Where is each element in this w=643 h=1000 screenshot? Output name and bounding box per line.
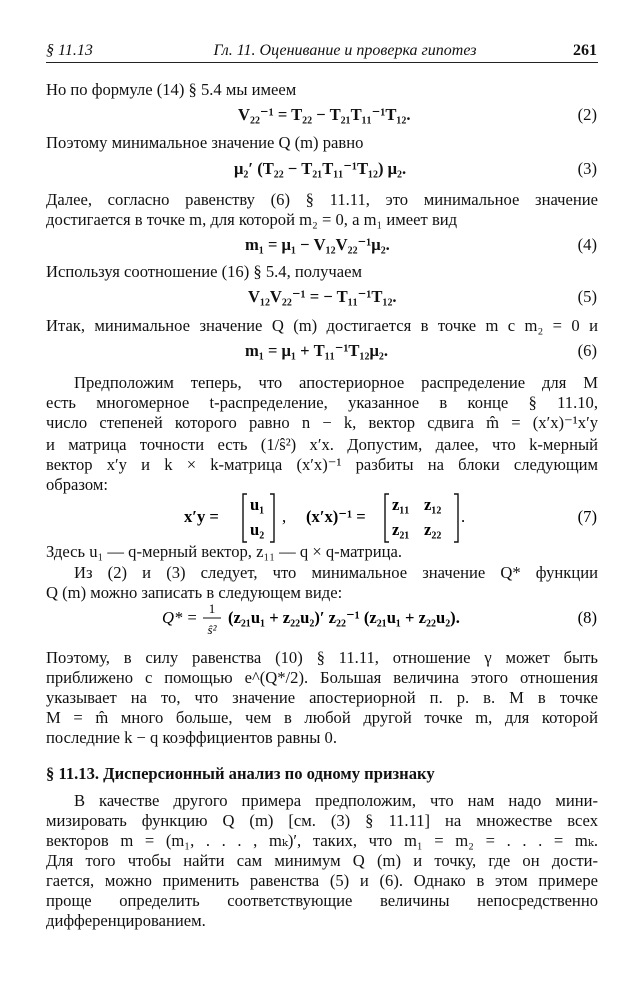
page-number: 261 bbox=[573, 42, 597, 59]
text-line: мизировать функцию Q (m) [см. (3) § 11.11] на множестве всех bbox=[46, 811, 598, 830]
equation-number: (6) bbox=[577, 341, 597, 360]
text-line: приближено с помощью e^(Q*/2). Большая величина этого отношения bbox=[46, 668, 598, 687]
text-line: Из (2) и (3) следует, что минимальное значение Q* функции bbox=[74, 563, 598, 582]
text-line: Здесь u₁ — q-мерный вектор, z₁₁ — q × q-матрица. bbox=[46, 542, 403, 561]
text-line: дифференцированием. bbox=[46, 911, 206, 930]
text-line: и матрица точности есть (1/ŝ²) x′x. Допустим, далее, что k-мерный bbox=[46, 435, 598, 454]
text-line: вектор x′y и k × k-матрица (x′x)⁻¹ разбиты на блоки следующим bbox=[46, 455, 598, 474]
running-section: § 11.13 bbox=[46, 42, 93, 59]
equation-number: (2) bbox=[577, 105, 597, 124]
eq7-period: . bbox=[461, 507, 466, 526]
text-line: указывает на то, что значение апостериорной п. р. в. M в точке bbox=[46, 688, 598, 707]
eq7-z11: z₁₁ bbox=[392, 495, 410, 514]
text-line: образом: bbox=[46, 475, 108, 494]
text-line: Итак, минимальное значение Q (m) достигается в точке m с m₂ = 0 и bbox=[46, 316, 598, 335]
display-equation: V₁₂V₂₂⁻¹ = − T₁₁⁻¹T₁₂. bbox=[248, 287, 397, 306]
eq7-comma: , bbox=[282, 507, 287, 526]
text-line: Q (m) можно записать в следующем виде: bbox=[46, 583, 343, 602]
equation-number: (4) bbox=[577, 235, 597, 254]
section-heading: § 11.13. Дисперсионный анализ по одному признаку bbox=[46, 764, 435, 783]
equation-7 bbox=[0, 488, 643, 548]
eq7-z22: z₂₂ bbox=[424, 520, 442, 539]
eq7-u2: u₂ bbox=[250, 520, 265, 539]
eq7-bracket bbox=[243, 494, 247, 542]
text-line: гается, можно применить равенства (5) и (6). Однако в этом примере bbox=[46, 871, 598, 890]
text-line: В качестве другого примера предположим, что нам надо мини- bbox=[74, 791, 598, 810]
eq7-bracket bbox=[270, 494, 274, 542]
text-line: Предположим теперь, что апостериорное распределение для M bbox=[74, 373, 598, 392]
equation-number: (3) bbox=[577, 159, 597, 178]
text-line: Поэтому, в силу равенства (10) § 11.11, отношение γ может быть bbox=[46, 648, 598, 667]
eq7-bracket bbox=[454, 494, 458, 542]
eq7-lhs2: (x′x)⁻¹ = bbox=[306, 507, 366, 526]
eq7-lhs1: x′y = bbox=[184, 507, 219, 526]
eq8-frac-denominator: ŝ² bbox=[207, 622, 217, 637]
display-equation: V₂₂⁻¹ = T₂₂ − T₂₁T₁₁⁻¹T₁₂. bbox=[238, 105, 411, 124]
text-line: достигается в точке m, для которой m₂ = 0, а m₁ имеет вид bbox=[46, 210, 458, 229]
eq7-z21: z₂₁ bbox=[392, 520, 410, 539]
text-line: M = m̂ много больше, чем в любой другой точке m, для которой bbox=[46, 708, 598, 727]
text-line: Поэтому минимальное значение Q (m) равно bbox=[46, 133, 364, 152]
eq7-u1: u₁ bbox=[250, 495, 265, 514]
text-line: Для того чтобы найти сам минимум Q (m) и точку, где он дости- bbox=[46, 851, 598, 870]
text-line: число степеней которого равно n − k, вектор сдвига m̂ = (x′x)⁻¹x′y bbox=[46, 413, 598, 432]
eq8-rhs: (z₂₁u₁ + z₂₂u₂)′ z₂₂⁻¹ (z₂₁u₁ + z₂₂u₂). bbox=[228, 608, 460, 627]
text-line: векторов m = (m₁, . . . , mₖ)′, таких, что m₁ = m₂ = . . . = mₖ. bbox=[46, 831, 598, 850]
eq7-z12: z₁₂ bbox=[424, 495, 442, 514]
text-line: Далее, согласно равенству (6) § 11.11, это минимальное значение bbox=[46, 190, 598, 209]
display-equation: m₁ = μ₁ + T₁₁⁻¹T₁₂μ₂. bbox=[245, 341, 388, 360]
header-rule bbox=[46, 62, 598, 63]
eq8-lhs: Q* = bbox=[162, 608, 198, 627]
text-line: проще определить соответствующие величины непосредственно bbox=[46, 891, 598, 910]
eq8-frac-numerator: 1 bbox=[208, 601, 216, 616]
display-equation: m₁ = μ₁ − V₁₂V₂₂⁻¹μ₂. bbox=[245, 235, 390, 254]
text-line: Но по формуле (14) § 5.4 мы имеем bbox=[46, 80, 297, 99]
display-equation: μ₂′ (T₂₂ − T₂₁T₁₁⁻¹T₁₂) μ₂. bbox=[234, 159, 407, 178]
eq7-bracket bbox=[385, 494, 389, 542]
equation-8 bbox=[0, 598, 643, 644]
equation-number: (5) bbox=[577, 287, 597, 306]
text-line: есть многомерное t-распределение, указанное в конце § 11.10, bbox=[46, 393, 598, 412]
text-line: последние k − q коэффициентов равны 0. bbox=[46, 728, 337, 747]
eq7-number: (7) bbox=[577, 507, 597, 526]
text-line: Используя соотношение (16) § 5.4, получаем bbox=[46, 262, 363, 281]
running-chapter-title: Гл. 11. Оценивание и проверка гипотез bbox=[213, 42, 477, 59]
eq8-number: (8) bbox=[577, 608, 597, 627]
